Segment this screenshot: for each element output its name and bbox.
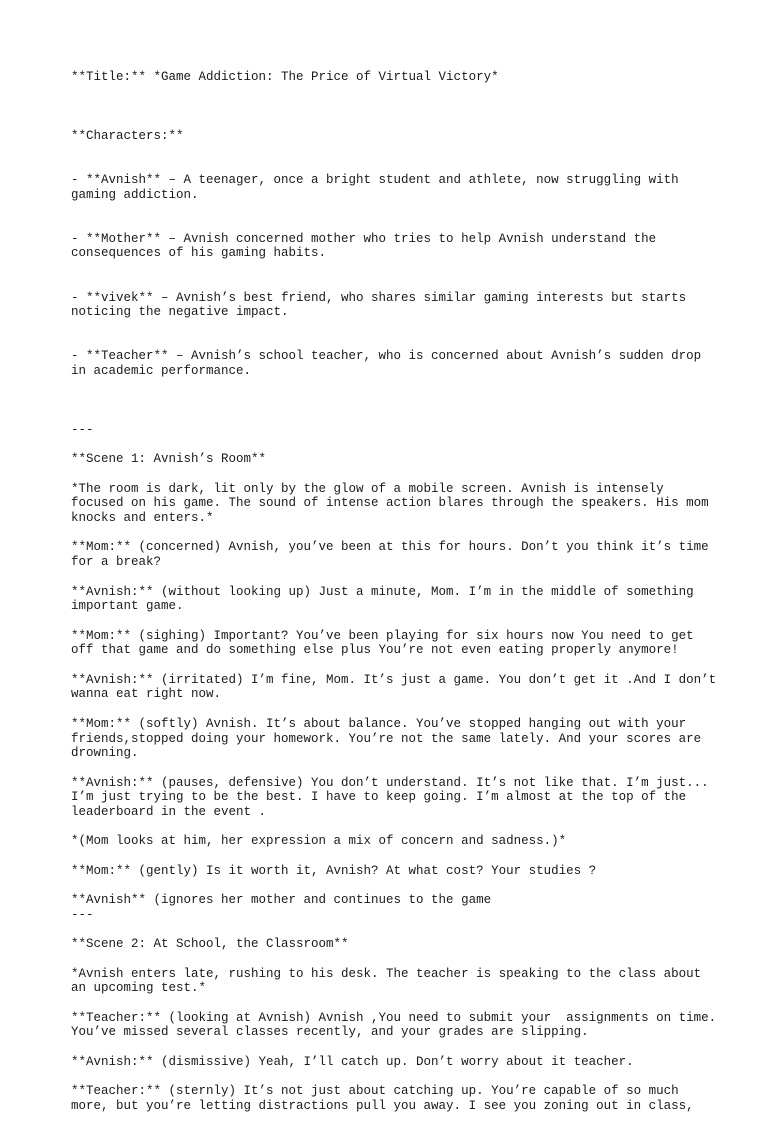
dialogue-line: **Mom:** (softly) Avnish. It’s about balance. You’ve stopped hanging out with your friends,stopped doing your homework. You’re not the same lately. And your scores are drowning. — [71, 716, 709, 761]
character-mother: - **Mother** – Avnish concerned mother who tries to help Avnish understand the consequences of his gaming habits. — [71, 231, 664, 261]
stage-direction: *The room is dark, lit only by the glow of a mobile screen. Avnish is intensely focused on his game. The sound of intense action blares through the speakers. His mom knocks and enters.* — [71, 481, 717, 526]
dialogue-line: **Avnish:** (dismissive) Yeah, I’ll catch up. Don’t worry about it teacher. — [71, 1054, 634, 1069]
dialogue-line: **Mom:** (gently) Is it worth it, Avnish? At what cost? Your studies ? — [71, 863, 597, 878]
stage-direction: *(Mom looks at him, her expression a mix of concern and sadness.)* — [71, 834, 567, 849]
characters-section — [71, 99, 721, 408]
characters-heading: **Characters:** — [71, 128, 184, 143]
scene-heading: **Scene 1: Avnish’s Room** — [71, 452, 267, 467]
character-vivek: - **vivek** – Avnish’s best friend, who shares similar gaming interests but starts noticing the negative impact. — [71, 290, 694, 320]
dialogue-line: **Mom:** (sighing) Important? You’ve been playing for six hours now You need to get off that game and do something else plus You’re not even eating properly anymore! — [71, 628, 702, 658]
scene-heading: **Scene 2: At School, the Classroom** — [71, 937, 349, 952]
divider: --- — [71, 422, 94, 437]
character-teacher: - **Teacher** – Avnish’s school teacher, who is concerned about Avnish’s sudden drop in academic performance. — [71, 349, 709, 379]
dialogue-line: **Teacher:** (looking at Avnish) Avnish ,You need to submit your assignments on time. You’ve missed several classes recently, and your grades are slipping. — [71, 1010, 724, 1040]
dialogue-line: **Avnish:** (without looking up) Just a minute, Mom. I’m in the middle of something important game. — [71, 584, 702, 614]
character-avnish: - **Avnish** – A teenager, once a bright student and athlete, now struggling with gaming addiction. — [71, 172, 687, 202]
dialogue-line: **Teacher:** (sternly) It’s not just about catching up. You’re capable of so much more, but you’re letting distractions pull you away. I see you zoning out in class, — [71, 1084, 694, 1113]
script-document — [71, 70, 724, 1128]
divider: --- — [71, 907, 94, 922]
dialogue-line: **Mom:** (concerned) Avnish, you’ve been at this for hours. Don’t you think it’s time for a break? — [71, 540, 717, 570]
title-line: **Title:** *Game Addiction: The Price of Virtual Victory* — [71, 70, 499, 84]
dialogue-line: **Avnish:** (pauses, defensive) You don’t understand. It’s not like that. I’m just... I’m just trying to be the best. I have to keep going. I’m almost at the top of the leaderboard in the event . — [71, 775, 717, 819]
stage-direction: *Avnish enters late, rushing to his desk. The teacher is speaking to the class about an upcoming test.* — [71, 966, 709, 996]
dialogue-line: **Avnish** (ignores her mother and continues to the game — [71, 893, 492, 908]
dialogue-line: **Avnish:** (irritated) I’m fine, Mom. It’s just a game. You don’t get it .And I don’t wanna eat right now. — [71, 672, 724, 702]
